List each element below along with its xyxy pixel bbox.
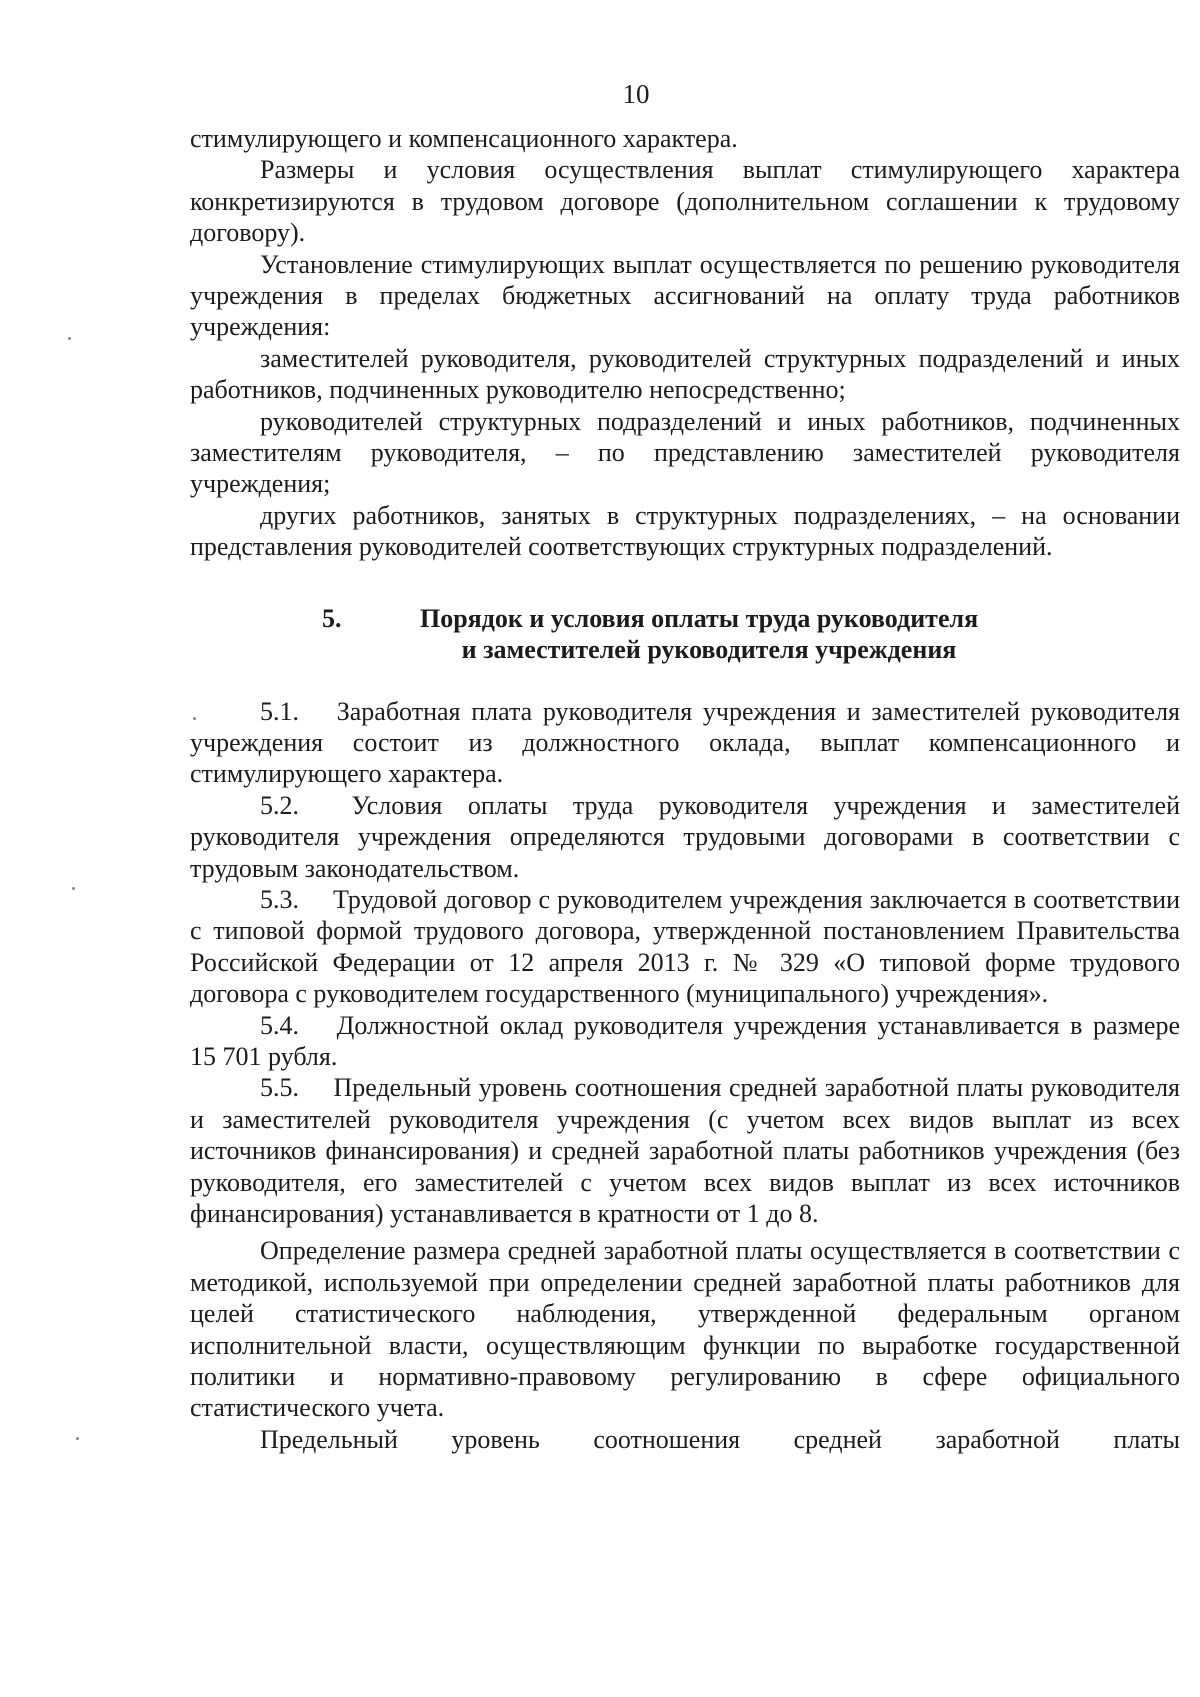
clause-number: 5.4. — [260, 1010, 299, 1040]
page-number: 10 — [622, 79, 650, 109]
clause-number: 5.3. — [260, 884, 299, 914]
clause-number: 5.5. — [260, 1073, 299, 1103]
scan-speck — [72, 887, 75, 890]
clause-text: Предельный уровень соотношения средней заработной платы руководителя и заместителей руководителя учреждения (с учетом всех видов выплат из всех источников финансирования) и средней заработной платы работников учреждения (без руководителя, его заместителей с учетом всех видов выплат из всех источников финансирования) устанавливается в кратности от 1 до 8. — [190, 1073, 1181, 1228]
scan-speck — [68, 337, 71, 340]
clause-5-1 — [190, 696, 1180, 790]
scan-speck — [193, 717, 196, 720]
section-number: 5. — [322, 603, 342, 633]
clause-number: 5.2. — [260, 790, 299, 820]
clause-5-5 — [190, 1072, 1180, 1229]
clause-number: 5.1. — [260, 696, 299, 726]
paragraph-deputies: заместителей руководителя, руководителей структурных подразделений и иных работников, подчиненных руководителю непосредственно; — [190, 343, 1180, 405]
section-title-line1: Порядок и условия оплаты труда руководителя — [420, 603, 979, 633]
section-heading — [190, 603, 1180, 666]
document-body — [190, 123, 1180, 1455]
paragraph-other-workers: других работников, занятых в структурных подразделениях, – на основании представления руководителей соответствующих структурных подразделений. — [190, 500, 1180, 562]
paragraph-unit-heads: руководителей структурных подразделений и иных работников, подчиненных заместителям руководителя, – по представлению заместителей руководителя учреждения; — [190, 406, 1180, 499]
scan-speck — [76, 1437, 79, 1440]
clause-5-4 — [190, 1010, 1180, 1073]
paragraph-continuation: стимулирующего и компенсационного характера. — [190, 124, 738, 153]
clause-text: Трудовой договор с руководителем учреждения заключается в соответствии с типовой формой трудового договора, утвержденной постановлением Правительства Российской Федерации от 12 апреля 2013 г. № 329 «О типовой форме трудового договора с руководителем государственного (муниципального) учреждения». — [190, 884, 1180, 1009]
clause-5-2 — [190, 790, 1180, 884]
paragraph-stimulus-terms: Размеры и условия осуществления выплат стимулирующего характера конкретизируются в трудовом договоре (дополнительном соглашении к трудовому договору). — [190, 155, 1180, 248]
section-title-line2: и заместителей руководителя учреждения — [461, 635, 957, 665]
clause-text: Должностной оклад руководителя учреждения устанавливается в размере 15 701 рубля. — [190, 1010, 1181, 1071]
paragraph-average-salary-method: Определение размера средней заработной платы осуществляется в соответствии с методикой, используемой при определении средней заработной платы работников для целей статистического наблюдения, утвержденной федеральным органом исполнительной власти, осуществляющим функции по выработке государственной политики и нормативно-правовому регулированию в сфере официального статистического учета. — [190, 1236, 1180, 1423]
clause-text: Заработная плата руководителя учреждения и заместителей руководителя учреждения состоит из должностного оклада, выплат компенсационного и стимулирующего характера. — [190, 696, 1181, 789]
clause-5-3 — [190, 884, 1180, 1010]
paragraph-ratio-continued: Предельный уровень соотношения средней заработной платы — [260, 1424, 1180, 1454]
clause-text: Условия оплаты труда руководителя учреждения и заместителей руководителя учреждения определяются трудовыми договорами в соответствии с трудовым законодательством. — [190, 790, 1180, 883]
paragraph-stimulus-establishment: Установление стимулирующих выплат осуществляется по решению руководителя учреждения в пределах бюджетных ассигнований на оплату труда работников учреждения: — [190, 249, 1180, 342]
